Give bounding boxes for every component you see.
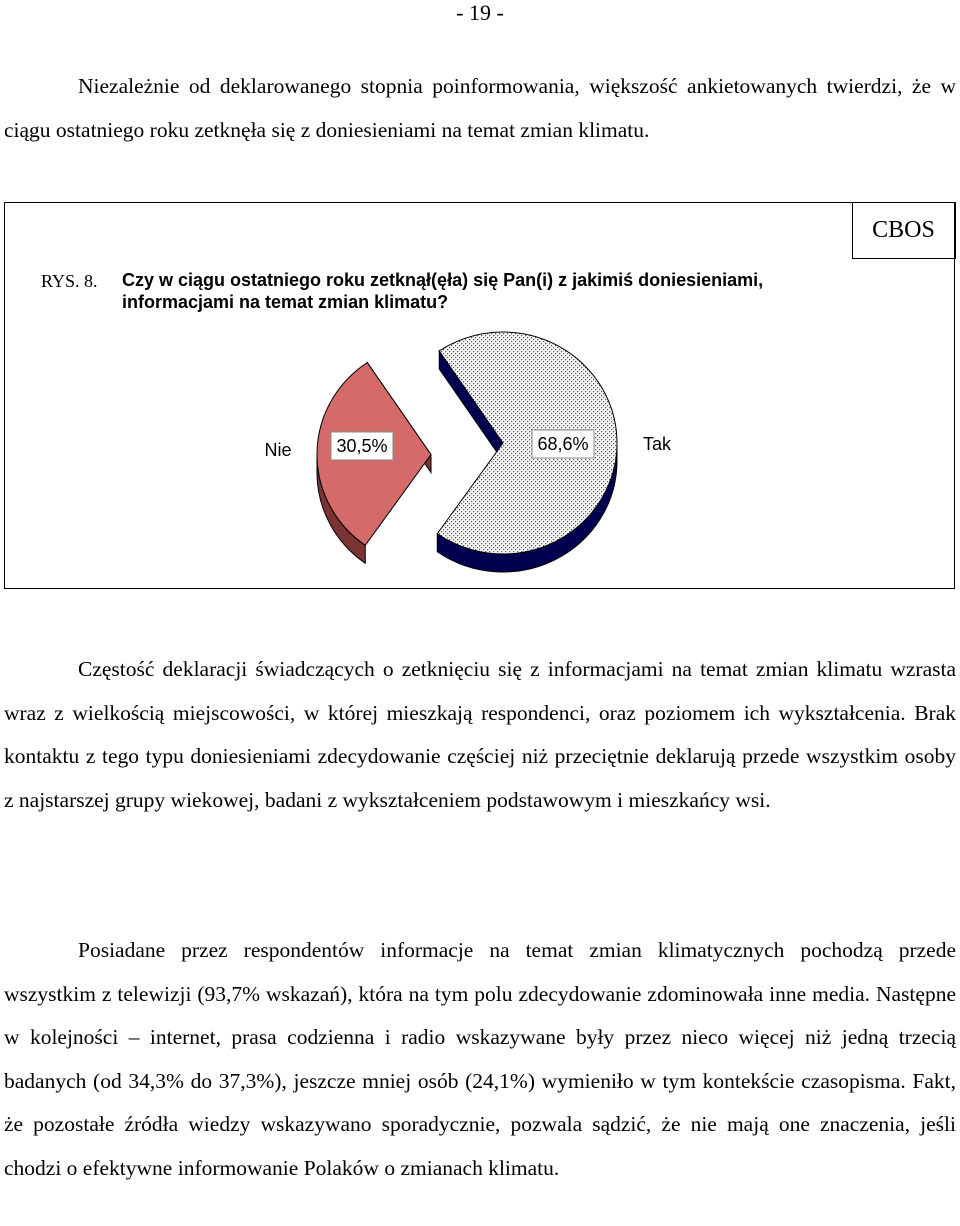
value-label-tak: 68,6% [537,434,589,454]
source-label: CBOS [852,202,956,259]
figure-title: Czy w ciągu ostatniego roku zetknął(ęła) się Pan(i) z jakimiś doniesieniami, informacjami na temat zmian klimatu? [122,270,764,312]
paragraph-frequency: Częstość deklaracji świadczących o zetknięciu się z informacjami na temat zmian klimatu wzrasta wraz z wielkością miejscowości, w której mieszkają respondenci, oraz poziomem ich wykształcenia. Brak kontaktu z tego typu doniesieniami zdecydowanie częściej niż przeciętnie deklarują przede wszystkim osoby z najstarszej grupy wiekowej, badani z wykształceniem podstawowym i mieszkańcy wsi. [4,657,956,812]
figure-number: RYS. 8. [41,271,98,291]
value-label-nie: 30,5% [336,436,388,456]
paragraph-sources: Posiadane przez respondentów informacje na temat zmian klimatycznych pochodzą przede wszystkim z telewizji (93,7% wskazań), która na tym polu zdecydowanie zdominowała inne media. Następne w kolejności – internet, prasa codzienna i radio wskazywane były przez nieco więcej niż jedną trzecią badanych (od 34,3% do 37,3%), jeszcze mniej osób (24,1%) wymieniło w tym kontekście czasopisma. Fakt, że pozostałe źródła wiedzy wskazywano sporadycznie, pozwala sądzić, że nie mają one znaczenia, jeśli chodzi o efektywne informowanie Polaków o zmianach klimatu. [4,938,956,1180]
category-label-nie: Nie [264,440,292,460]
page-number: - 19 - [456,0,504,25]
paragraph-intro: Niezależnie od deklarowanego stopnia poinformowania, większość ankietowanych twierdzi, że w ciągu ostatniego roku zetknęła się z doniesieniami na temat zmian klimatu. [4,74,956,142]
figure-box [4,202,955,589]
pie-chart [5,203,953,587]
category-label-tak: Tak [642,434,672,454]
